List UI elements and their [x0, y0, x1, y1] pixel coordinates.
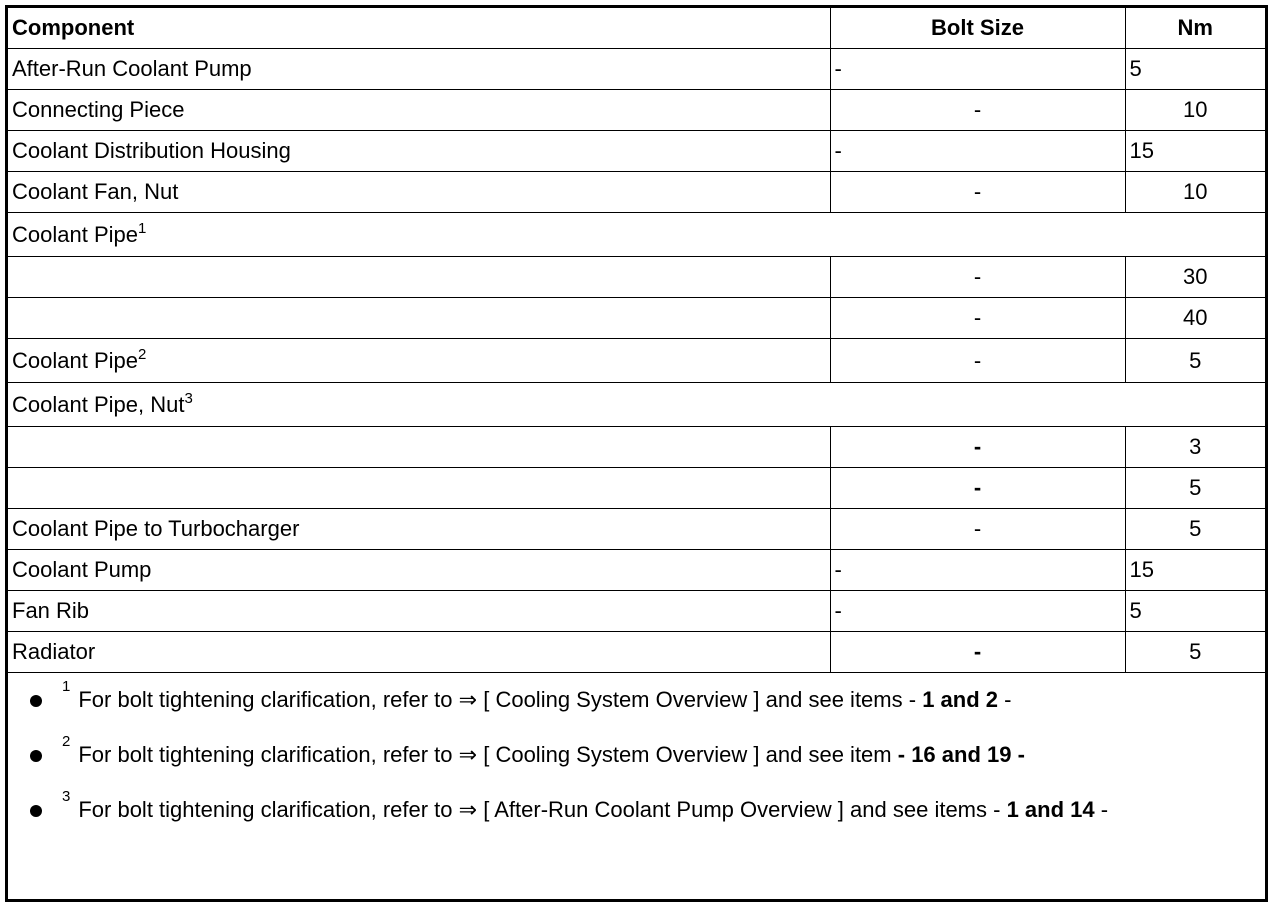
footnote-link-bracket[interactable] — [483, 687, 759, 712]
footnote-text — [78, 797, 1108, 823]
bolt-size-cell: - — [830, 257, 1125, 298]
table-row — [8, 509, 1265, 550]
footnote-text-lead: For bolt tightening clarification, refer to — [78, 797, 453, 822]
bolt-size-cell: - — [830, 131, 1125, 172]
footnote-link[interactable]: [ After-Run Coolant Pump Overview ] — [483, 797, 844, 822]
footnote-item: 1 For bolt tightening clarification, refer to ⇒ [ Cooling System Overview ] and see items - 1 and 2 - — [8, 687, 1265, 742]
table-row — [8, 298, 1265, 339]
component-cell: Coolant Pipe to Turbocharger — [8, 509, 830, 550]
arrow-right-icon: ⇒ — [458, 742, 478, 767]
component-cell: Fan Rib — [8, 591, 830, 632]
header-component: Component — [8, 8, 830, 49]
component-cell — [8, 383, 1265, 427]
bolt-size-cell: - — [830, 427, 1125, 468]
table-header-row — [8, 8, 1265, 49]
nm-cell: 5 — [1125, 49, 1265, 90]
torque-table — [8, 8, 1265, 673]
footnote-text-lead: For bolt tightening clarification, refer to — [78, 742, 453, 767]
arrow-right-icon: ⇒ — [458, 687, 478, 712]
nm-cell: 10 — [1125, 90, 1265, 131]
bolt-size-cell: - — [830, 550, 1125, 591]
footnotes — [8, 673, 1265, 852]
bolt-size-cell: - — [830, 509, 1125, 550]
bullet-icon — [30, 695, 42, 707]
footnote-link[interactable]: [ Cooling System Overview ] — [483, 742, 760, 767]
footnote-items: 1 and 14 — [1006, 797, 1095, 822]
footnote-text — [78, 687, 1011, 713]
bolt-size-cell: - — [830, 298, 1125, 339]
table-row — [8, 257, 1265, 298]
component-cell — [8, 213, 1265, 257]
footnote-text-after: and see items - — [850, 797, 1001, 822]
table-row — [8, 339, 1265, 383]
nm-cell: 5 — [1125, 632, 1265, 673]
footnote-ref: 1 — [137, 219, 147, 237]
footnote-text-lead: For bolt tightening clarification, refer to — [78, 687, 453, 712]
header-nm: Nm — [1125, 8, 1265, 49]
footnote-end: - — [1004, 687, 1012, 712]
component-cell: After-Run Coolant Pump — [8, 49, 830, 90]
table-row — [8, 468, 1265, 509]
table-row — [8, 591, 1265, 632]
nm-cell: 3 — [1125, 427, 1265, 468]
table-row — [8, 427, 1265, 468]
component-cell — [8, 257, 830, 298]
nm-cell: 5 — [1125, 468, 1265, 509]
nm-cell: 40 — [1125, 298, 1265, 339]
bolt-size-cell: - — [830, 591, 1125, 632]
table-row — [8, 632, 1265, 673]
bullet-icon — [30, 750, 42, 762]
component-cell: Coolant Fan, Nut — [8, 172, 830, 213]
footnote-item: 2 For bolt tightening clarification, refer to ⇒ [ Cooling System Overview ] and see item - 16 and 19 - — [8, 742, 1265, 797]
nm-cell: 5 — [1125, 339, 1265, 383]
footnote-items: 1 and 2 — [922, 687, 998, 712]
footnote-end: - — [1100, 797, 1109, 822]
component-cell: Coolant Pump — [8, 550, 830, 591]
nm-cell: 10 — [1125, 172, 1265, 213]
table-row-group-header — [8, 213, 1265, 257]
nm-cell: 15 — [1125, 550, 1265, 591]
footnote-text-after: and see item — [765, 742, 892, 767]
table-row — [8, 131, 1265, 172]
nm-cell: 5 — [1125, 591, 1265, 632]
bolt-size-cell: - — [830, 49, 1125, 90]
component-label: Coolant Pipe, Nut — [12, 391, 185, 417]
bolt-size-cell: - — [830, 468, 1125, 509]
footnote-items: - 16 and 19 - — [897, 742, 1025, 767]
table-row — [8, 49, 1265, 90]
table-row-group-header — [8, 383, 1265, 427]
footnote-ref: 3 — [184, 389, 193, 407]
component-cell — [8, 468, 830, 509]
nm-cell: 5 — [1125, 509, 1265, 550]
arrow-right-icon: ⇒ — [458, 797, 478, 822]
table-row — [8, 172, 1265, 213]
table-row — [8, 90, 1265, 131]
component-label: Coolant Pipe — [12, 221, 138, 247]
component-cell: Coolant Distribution Housing — [8, 131, 830, 172]
bolt-size-cell: - — [830, 632, 1125, 673]
footnote-ref: 2 — [137, 345, 147, 363]
footnote-item: 3 For bolt tightening clarification, refer to ⇒ [ After-Run Coolant Pump Overview ] and see items - 1 and 14 - — [8, 797, 1265, 852]
torque-spec-document — [5, 5, 1268, 902]
bolt-size-cell: - — [830, 90, 1125, 131]
bolt-size-cell: - — [830, 172, 1125, 213]
component-cell: Connecting Piece — [8, 90, 830, 131]
bolt-size-cell: - — [830, 339, 1125, 383]
nm-cell: 15 — [1125, 131, 1265, 172]
component-cell — [8, 339, 830, 383]
bullet-icon — [30, 805, 42, 817]
nm-cell: 30 — [1125, 257, 1265, 298]
component-cell: Radiator — [8, 632, 830, 673]
component-cell — [8, 298, 830, 339]
component-cell — [8, 427, 830, 468]
table-row — [8, 550, 1265, 591]
footnote-link[interactable]: [ Cooling System Overview ] — [483, 687, 760, 712]
footnote-text-after: and see items - — [765, 687, 917, 712]
footnote-text — [78, 742, 1025, 768]
component-label: Coolant Pipe — [12, 347, 138, 373]
header-bolt-size: Bolt Size — [830, 8, 1125, 49]
